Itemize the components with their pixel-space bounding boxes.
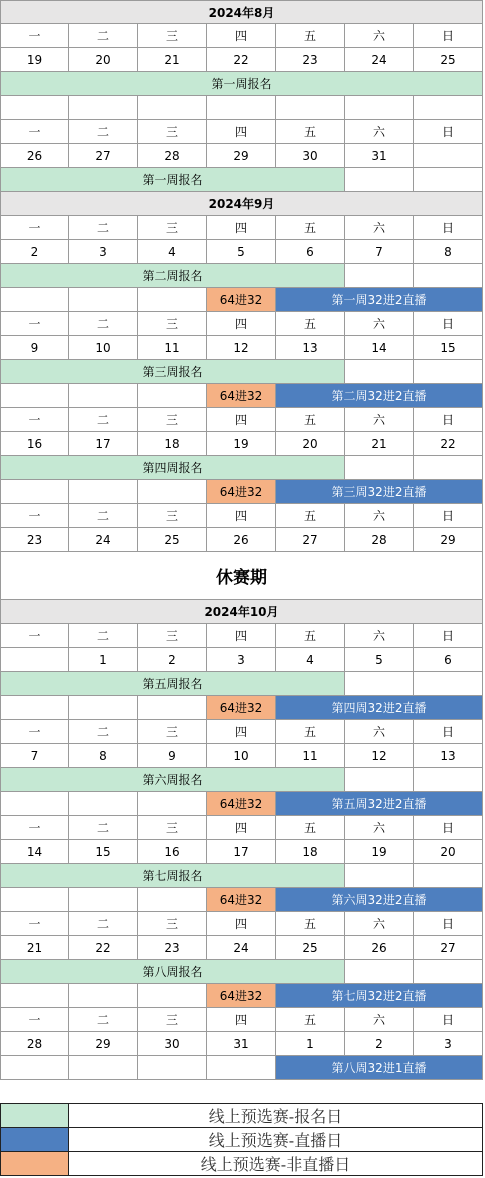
weekday-label: 一	[0, 504, 69, 528]
empty-cell	[207, 96, 276, 120]
date-row	[0, 144, 483, 168]
empty-cell	[69, 96, 138, 120]
legend-swatch	[0, 1103, 69, 1127]
weekday-label: 五	[276, 504, 345, 528]
empty-cell	[0, 96, 69, 120]
date-cell: 29	[414, 528, 483, 552]
empty-cell	[0, 480, 69, 504]
live-broadcast-bar: 第四周32进2直播	[276, 696, 483, 720]
date-cell: 30	[138, 1032, 207, 1056]
weekday-label: 一	[0, 816, 69, 840]
empty-cell	[138, 288, 207, 312]
weekday-label: 六	[345, 720, 414, 744]
weekday-label: 一	[0, 720, 69, 744]
event-row	[0, 264, 483, 288]
legend-label: 线上预选赛-直播日	[69, 1127, 483, 1151]
weekday-label: 六	[345, 1008, 414, 1032]
empty-cell	[138, 984, 207, 1008]
date-cell: 14	[345, 336, 414, 360]
empty-cell	[414, 960, 483, 984]
date-row	[0, 744, 483, 768]
empty-cell	[0, 384, 69, 408]
weekday-label: 一	[0, 624, 69, 648]
date-cell: 28	[345, 528, 414, 552]
weekday-label: 五	[276, 408, 345, 432]
empty-cell	[138, 888, 207, 912]
empty-cell	[138, 480, 207, 504]
empty-cell	[0, 888, 69, 912]
round-64-to-32-cell: 64进32	[207, 984, 276, 1008]
weekday-label: 二	[69, 24, 138, 48]
empty-cell	[69, 984, 138, 1008]
date-cell: 24	[207, 936, 276, 960]
registration-bar: 第六周报名	[0, 768, 345, 792]
legend	[0, 1103, 483, 1175]
weekday-label: 二	[69, 624, 138, 648]
date-cell: 17	[69, 432, 138, 456]
event-row	[0, 456, 483, 480]
weekday-label: 二	[69, 120, 138, 144]
weekday-label: 五	[276, 312, 345, 336]
date-cell: 3	[69, 240, 138, 264]
date-row	[0, 48, 483, 72]
live-broadcast-bar: 第一周32进2直播	[276, 288, 483, 312]
empty-cell	[414, 864, 483, 888]
empty-cell	[276, 96, 345, 120]
weekday-label: 五	[276, 120, 345, 144]
weekday-label: 二	[69, 408, 138, 432]
date-cell: 16	[0, 432, 69, 456]
legend-swatch	[0, 1127, 69, 1151]
weekday-header-row	[0, 312, 483, 336]
date-cell: 29	[207, 144, 276, 168]
empty-cell	[69, 1056, 138, 1080]
event-row	[0, 696, 483, 720]
weekday-label: 四	[207, 912, 276, 936]
weekday-label: 三	[138, 624, 207, 648]
empty-cell	[0, 1056, 69, 1080]
date-cell: 19	[345, 840, 414, 864]
date-row	[0, 1032, 483, 1056]
date-cell: 31	[345, 144, 414, 168]
event-row	[0, 1056, 483, 1080]
weekday-label: 日	[414, 816, 483, 840]
date-cell: 16	[138, 840, 207, 864]
weekday-label: 六	[345, 624, 414, 648]
date-cell: 10	[207, 744, 276, 768]
date-cell: 7	[0, 744, 69, 768]
weekday-label: 五	[276, 1008, 345, 1032]
date-cell: 21	[0, 936, 69, 960]
weekday-label: 三	[138, 408, 207, 432]
date-cell: 26	[207, 528, 276, 552]
date-cell: 11	[276, 744, 345, 768]
weekday-header-row	[0, 912, 483, 936]
date-row	[0, 936, 483, 960]
registration-bar: 第八周报名	[0, 960, 345, 984]
legend-item	[0, 1151, 483, 1175]
empty-cell	[414, 168, 483, 192]
event-row	[0, 672, 483, 696]
weekday-label: 三	[138, 816, 207, 840]
date-cell: 3	[414, 1032, 483, 1056]
registration-bar: 第五周报名	[0, 672, 345, 696]
live-broadcast-bar: 第八周32进1直播	[276, 1056, 483, 1080]
date-cell: 21	[138, 48, 207, 72]
weekday-label: 三	[138, 1008, 207, 1032]
date-cell: 24	[345, 48, 414, 72]
legend-swatch	[0, 1151, 69, 1176]
weekday-label: 三	[138, 120, 207, 144]
event-row	[0, 792, 483, 816]
empty-cell	[138, 384, 207, 408]
weekday-header-row	[0, 216, 483, 240]
date-cell: 2	[138, 648, 207, 672]
weekday-label: 一	[0, 120, 69, 144]
empty-cell	[138, 1056, 207, 1080]
date-row	[0, 336, 483, 360]
weekday-label: 日	[414, 312, 483, 336]
date-cell: 2	[345, 1032, 414, 1056]
empty-cell	[0, 288, 69, 312]
date-cell: 4	[138, 240, 207, 264]
round-64-to-32-cell: 64进32	[207, 384, 276, 408]
date-cell: 27	[414, 936, 483, 960]
date-row	[0, 840, 483, 864]
weekday-label: 三	[138, 24, 207, 48]
empty-cell	[345, 960, 414, 984]
date-cell	[0, 648, 69, 672]
date-cell: 22	[69, 936, 138, 960]
weekday-label: 日	[414, 408, 483, 432]
weekday-label: 三	[138, 504, 207, 528]
date-cell: 9	[0, 336, 69, 360]
legend-item	[0, 1103, 483, 1127]
weekday-label: 日	[414, 504, 483, 528]
empty-cell	[138, 696, 207, 720]
weekday-label: 二	[69, 816, 138, 840]
date-cell: 2	[0, 240, 69, 264]
live-broadcast-bar: 第七周32进2直播	[276, 984, 483, 1008]
weekday-header-row	[0, 24, 483, 48]
date-cell: 12	[207, 336, 276, 360]
empty-cell	[345, 456, 414, 480]
date-cell: 10	[69, 336, 138, 360]
weekday-label: 日	[414, 24, 483, 48]
weekday-header-row	[0, 504, 483, 528]
registration-bar: 第三周报名	[0, 360, 345, 384]
date-cell: 8	[414, 240, 483, 264]
weekday-label: 四	[207, 408, 276, 432]
empty-cell	[345, 264, 414, 288]
date-cell: 14	[0, 840, 69, 864]
date-cell: 12	[345, 744, 414, 768]
weekday-header-row	[0, 408, 483, 432]
weekday-label: 一	[0, 408, 69, 432]
date-cell: 19	[207, 432, 276, 456]
empty-cell	[69, 696, 138, 720]
live-broadcast-bar: 第五周32进2直播	[276, 792, 483, 816]
weekday-label: 四	[207, 720, 276, 744]
registration-bar: 第七周报名	[0, 864, 345, 888]
date-cell: 31	[207, 1032, 276, 1056]
empty-cell	[69, 888, 138, 912]
legend-item	[0, 1127, 483, 1151]
registration-bar: 第一周报名	[0, 72, 483, 96]
off-season-row	[0, 552, 483, 600]
date-cell: 28	[0, 1032, 69, 1056]
date-cell: 23	[276, 48, 345, 72]
date-cell: 15	[69, 840, 138, 864]
date-cell: 4	[276, 648, 345, 672]
date-cell: 23	[138, 936, 207, 960]
date-row	[0, 528, 483, 552]
empty-cell	[414, 96, 483, 120]
weekday-label: 六	[345, 408, 414, 432]
event-row	[0, 864, 483, 888]
empty-cell	[345, 672, 414, 696]
live-broadcast-bar: 第三周32进2直播	[276, 480, 483, 504]
event-row	[0, 888, 483, 912]
legend-label: 线上预选赛-报名日	[69, 1103, 483, 1127]
empty-cell	[414, 360, 483, 384]
month-title: 2024年10月	[0, 600, 483, 624]
date-cell: 26	[0, 144, 69, 168]
live-broadcast-bar: 第六周32进2直播	[276, 888, 483, 912]
weekday-label: 日	[414, 624, 483, 648]
empty-cell	[138, 792, 207, 816]
date-cell: 19	[0, 48, 69, 72]
date-cell: 13	[414, 744, 483, 768]
weekday-label: 六	[345, 24, 414, 48]
date-cell: 1	[276, 1032, 345, 1056]
weekday-label: 四	[207, 1008, 276, 1032]
month-title-row	[0, 0, 483, 24]
round-64-to-32-cell: 64进32	[207, 888, 276, 912]
date-cell: 5	[207, 240, 276, 264]
date-cell: 23	[0, 528, 69, 552]
empty-cell	[345, 168, 414, 192]
date-cell: 30	[276, 144, 345, 168]
weekday-label: 四	[207, 24, 276, 48]
event-row	[0, 72, 483, 96]
empty-cell	[345, 360, 414, 384]
weekday-label: 日	[414, 1008, 483, 1032]
blank-row	[0, 96, 483, 120]
round-64-to-32-cell: 64进32	[207, 792, 276, 816]
date-cell: 25	[276, 936, 345, 960]
date-cell: 1	[69, 648, 138, 672]
weekday-label: 六	[345, 504, 414, 528]
date-cell: 28	[138, 144, 207, 168]
date-cell: 5	[345, 648, 414, 672]
event-row	[0, 168, 483, 192]
date-cell	[414, 144, 483, 168]
weekday-label: 三	[138, 720, 207, 744]
date-row	[0, 240, 483, 264]
weekday-label: 五	[276, 24, 345, 48]
date-row	[0, 648, 483, 672]
date-row	[0, 432, 483, 456]
weekday-label: 四	[207, 624, 276, 648]
month-title: 2024年9月	[0, 192, 483, 216]
weekday-label: 五	[276, 816, 345, 840]
off-season-label: 休赛期	[0, 552, 483, 600]
date-cell: 20	[414, 840, 483, 864]
date-cell: 27	[69, 144, 138, 168]
weekday-label: 一	[0, 216, 69, 240]
date-cell: 26	[345, 936, 414, 960]
weekday-label: 五	[276, 624, 345, 648]
weekday-label: 二	[69, 312, 138, 336]
weekday-label: 二	[69, 912, 138, 936]
date-cell: 17	[207, 840, 276, 864]
weekday-label: 六	[345, 312, 414, 336]
weekday-label: 六	[345, 816, 414, 840]
empty-cell	[0, 696, 69, 720]
month-title-row	[0, 600, 483, 624]
weekday-label: 五	[276, 720, 345, 744]
date-cell: 24	[69, 528, 138, 552]
empty-cell	[207, 1056, 276, 1080]
registration-bar: 第四周报名	[0, 456, 345, 480]
date-cell: 18	[276, 840, 345, 864]
date-cell: 15	[414, 336, 483, 360]
date-cell: 8	[69, 744, 138, 768]
legend-label: 线上预选赛-非直播日	[69, 1151, 483, 1176]
weekday-label: 日	[414, 120, 483, 144]
weekday-label: 二	[69, 720, 138, 744]
weekday-label: 六	[345, 120, 414, 144]
empty-cell	[69, 288, 138, 312]
empty-cell	[69, 384, 138, 408]
month-title-row	[0, 192, 483, 216]
date-cell: 6	[276, 240, 345, 264]
empty-cell	[0, 792, 69, 816]
empty-cell	[414, 672, 483, 696]
weekday-label: 四	[207, 504, 276, 528]
weekday-header-row	[0, 1008, 483, 1032]
empty-cell	[414, 264, 483, 288]
weekday-header-row	[0, 816, 483, 840]
date-cell: 11	[138, 336, 207, 360]
weekday-label: 三	[138, 912, 207, 936]
weekday-label: 一	[0, 1008, 69, 1032]
weekday-label: 四	[207, 120, 276, 144]
weekday-header-row	[0, 720, 483, 744]
date-cell: 21	[345, 432, 414, 456]
date-cell: 29	[69, 1032, 138, 1056]
date-cell: 22	[207, 48, 276, 72]
empty-cell	[345, 864, 414, 888]
weekday-label: 一	[0, 24, 69, 48]
weekday-header-row	[0, 624, 483, 648]
date-cell: 25	[138, 528, 207, 552]
registration-bar: 第一周报名	[0, 168, 345, 192]
weekday-label: 日	[414, 216, 483, 240]
round-64-to-32-cell: 64进32	[207, 480, 276, 504]
empty-cell	[69, 792, 138, 816]
empty-cell	[345, 768, 414, 792]
date-cell: 3	[207, 648, 276, 672]
live-broadcast-bar: 第二周32进2直播	[276, 384, 483, 408]
date-cell: 25	[414, 48, 483, 72]
event-row	[0, 288, 483, 312]
month-title: 2024年8月	[0, 0, 483, 24]
date-cell: 7	[345, 240, 414, 264]
empty-cell	[414, 456, 483, 480]
date-cell: 22	[414, 432, 483, 456]
weekday-label: 四	[207, 216, 276, 240]
date-cell: 6	[414, 648, 483, 672]
weekday-header-row	[0, 120, 483, 144]
event-row	[0, 960, 483, 984]
weekday-label: 一	[0, 912, 69, 936]
event-row	[0, 360, 483, 384]
date-cell: 9	[138, 744, 207, 768]
weekday-label: 六	[345, 912, 414, 936]
date-cell: 20	[69, 48, 138, 72]
weekday-label: 一	[0, 312, 69, 336]
weekday-label: 日	[414, 720, 483, 744]
date-cell: 13	[276, 336, 345, 360]
weekday-label: 六	[345, 216, 414, 240]
weekday-label: 二	[69, 504, 138, 528]
date-cell: 27	[276, 528, 345, 552]
date-cell: 18	[138, 432, 207, 456]
round-64-to-32-cell: 64进32	[207, 288, 276, 312]
event-row	[0, 384, 483, 408]
weekday-label: 二	[69, 216, 138, 240]
weekday-label: 日	[414, 912, 483, 936]
empty-cell	[414, 768, 483, 792]
weekday-label: 三	[138, 312, 207, 336]
empty-cell	[69, 480, 138, 504]
empty-cell	[0, 984, 69, 1008]
weekday-label: 三	[138, 216, 207, 240]
date-cell: 20	[276, 432, 345, 456]
weekday-label: 五	[276, 912, 345, 936]
empty-cell	[345, 96, 414, 120]
registration-bar: 第二周报名	[0, 264, 345, 288]
event-row	[0, 984, 483, 1008]
empty-cell	[138, 96, 207, 120]
weekday-label: 二	[69, 1008, 138, 1032]
weekday-label: 五	[276, 216, 345, 240]
weekday-label: 四	[207, 312, 276, 336]
event-row	[0, 768, 483, 792]
event-row	[0, 480, 483, 504]
round-64-to-32-cell: 64进32	[207, 696, 276, 720]
weekday-label: 四	[207, 816, 276, 840]
